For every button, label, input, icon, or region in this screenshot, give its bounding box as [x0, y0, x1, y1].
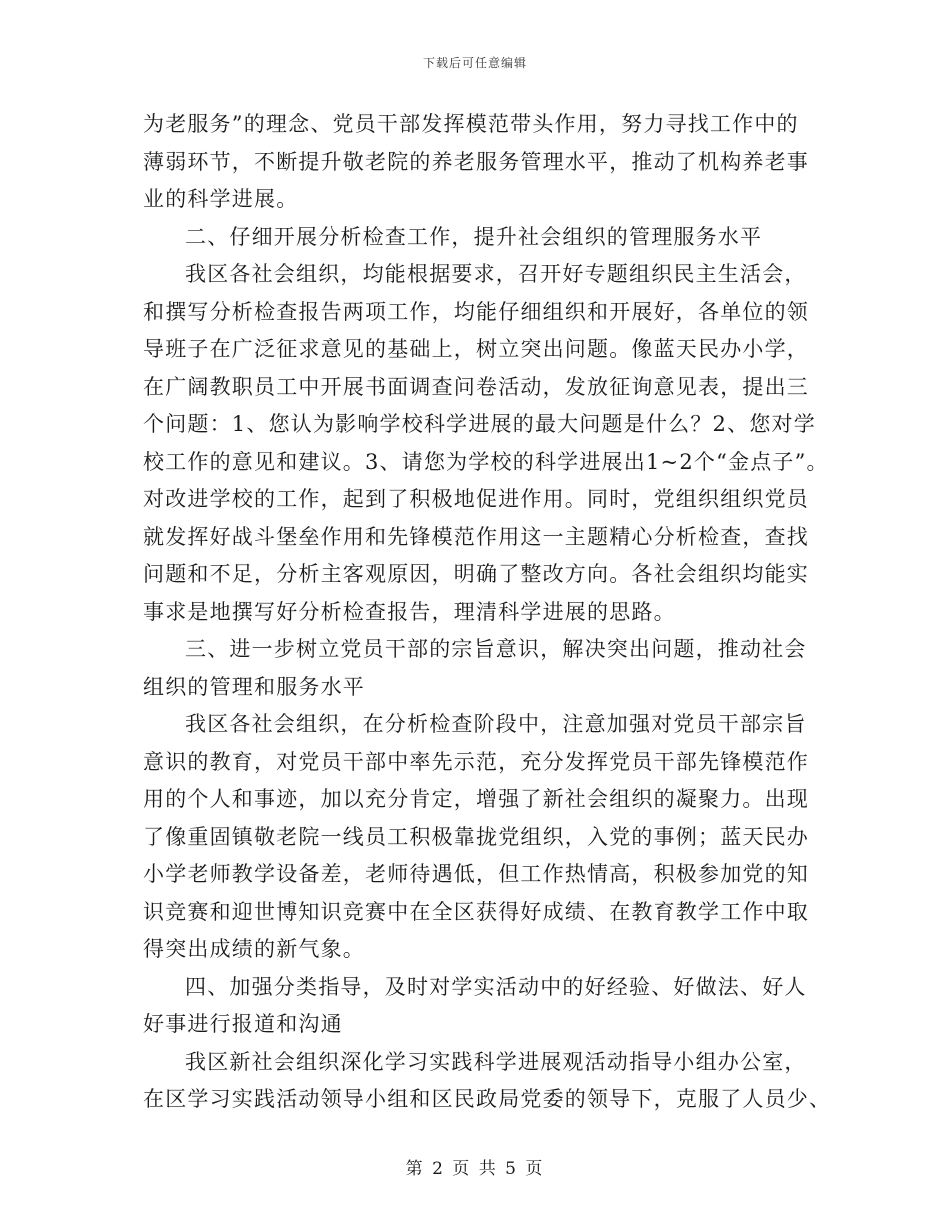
section-heading-2: 二、仔细开展分析检查工作，提升社会组织的管理服务水平 [185, 224, 763, 249]
text-line: 得突出成绩的新气象。 [143, 937, 365, 961]
text-line: 对改进学校的工作，起到了积极地促进作用。同时，党组织组织党员 [143, 487, 809, 511]
text-line: 薄弱环节，不断提升敬老院的养老服务管理水平，推动了机构养老事 [143, 149, 809, 174]
text-line: 个问题：1、您认为影响学校科学进展的最大问题是什么？2、您对学 [143, 412, 816, 436]
text-line: 了像重固镇敬老院一线员工积极靠拢党组织，入党的事例；蓝天民办 [143, 824, 809, 849]
text-line: 用的个人和事迹，加以充分肯定，增强了新社会组织的凝聚力。出现 [143, 787, 809, 811]
page-number: 第 2 页 共 5 页 [405, 1159, 545, 1179]
section-heading-3-cont: 组织的管理和服务水平 [143, 674, 365, 699]
text-line: 在区学习实践活动领导小组和区民政局党委的领导下，克服了人员少、 [143, 1087, 832, 1111]
text-line: 我区各社会组织，均能根据要求，召开好专题组织民主生活会， [185, 262, 807, 286]
section-heading-3: 三、进一步树立党员干部的宗旨意识，解决突出问题，推动社会 [185, 637, 807, 661]
text-line: 意识的教育，对党员干部中率先示范，充分发挥党员干部先锋模范作 [143, 749, 809, 774]
text-line: 和撰写分析检查报告两项工作，均能仔细组织和开展好，各单位的领 [143, 299, 809, 324]
text-line: 导班子在广泛征求意见的基础上，树立突出问题。像蓝天民办小学， [143, 337, 809, 361]
text-line: 为老服务”的理念、党员干部发挥模范带头作用，努力寻找工作中的 [143, 112, 799, 136]
text-line: 识竞赛和迎世博知识竞赛中在全区获得好成绩、在教育教学工作中取 [143, 899, 809, 924]
section-heading-4-cont: 好事进行报道和沟通 [143, 1012, 343, 1036]
text-line: 就发挥好战斗堡垒作用和先锋模范作用这一主题精心分析检查，查找 [143, 524, 809, 549]
text-line: 问题和不足，分析主客观原因，明确了整改方向。各社会组织均能实 [143, 562, 809, 586]
text-line: 在广阔教职员工中开展书面调查问卷活动，发放征询意见表，提出三 [143, 374, 809, 399]
section-heading-4: 四、加强分类指导，及时对学实活动中的好经验、好做法、好人 [185, 974, 807, 999]
text-line: 事求是地撰写好分析检查报告，理清科学进展的思路。 [143, 599, 676, 624]
text-line: 我区各社会组织，在分析检查阶段中，注意加强对党员干部宗旨 [185, 712, 807, 736]
text-line: 业的科学进展。 [143, 187, 299, 211]
page-header-note: 下载后可任意编辑 [422, 56, 527, 70]
document-body [143, 106, 832, 1119]
text-line: 小学老师教学设备差，老师待遇低，但工作热情高，积极参加党的知 [143, 862, 809, 886]
text-line: 校工作的意见和建议。3、请您为学校的科学进展出1~2个“金点子”。 [143, 449, 829, 474]
text-line: 我区新社会组织深化学习实践科学进展观活动指导小组办公室， [185, 1049, 807, 1074]
